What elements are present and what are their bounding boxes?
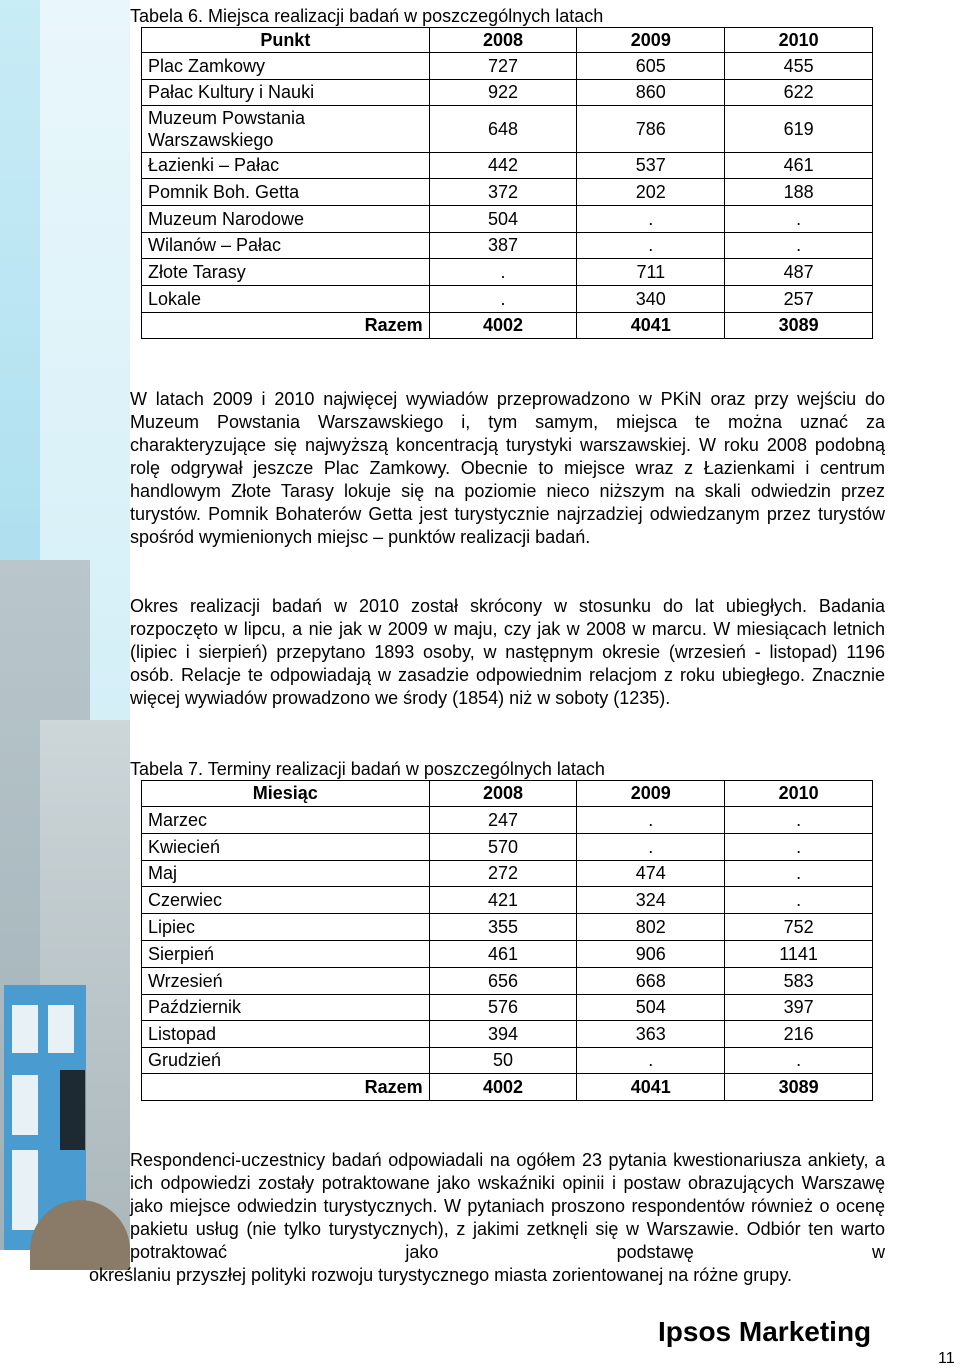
table-row <box>142 995 873 1021</box>
cell: 202 <box>577 179 725 206</box>
column-header: Punkt <box>142 28 430 53</box>
cell: Czerwiec <box>142 887 430 914</box>
cell: 576 <box>429 995 577 1021</box>
cell: 648 <box>429 106 577 153</box>
table-row <box>142 106 873 153</box>
cell: . <box>577 233 725 259</box>
page-number: 11 <box>938 1350 955 1367</box>
cell: Maj <box>142 861 430 887</box>
cell: 455 <box>725 53 873 80</box>
cell: . <box>577 206 725 233</box>
paragraph-questionnaire-tail: określaniu przyszłej polityki rozwoju turystycznego miasta zorientowanej na różne grupy. <box>89 1265 792 1285</box>
table7-caption: Tabela 7. Terminy realizacji badań w poszczególnych latach <box>130 759 605 779</box>
table-row <box>142 941 873 968</box>
table-row <box>142 887 873 914</box>
cell: 786 <box>577 106 725 153</box>
table-row <box>142 153 873 179</box>
table-total-row <box>142 313 873 339</box>
cell: . <box>577 834 725 861</box>
cell: 1141 <box>725 941 873 968</box>
column-header: 2010 <box>725 781 873 807</box>
total-label: Razem <box>142 313 430 339</box>
total-label: Razem <box>142 1074 430 1101</box>
table-row <box>142 206 873 233</box>
cell: 504 <box>429 206 577 233</box>
table-row <box>142 80 873 106</box>
table-row <box>142 834 873 861</box>
total-cell: 4041 <box>577 1074 725 1101</box>
table-row <box>142 259 873 286</box>
cell: 363 <box>577 1021 725 1048</box>
total-cell: 3089 <box>725 313 873 339</box>
cell: 668 <box>577 968 725 995</box>
cell: 257 <box>725 286 873 313</box>
cell: Pałac Kultury i Nauki <box>142 80 430 106</box>
cell: Październik <box>142 995 430 1021</box>
cell: Złote Tarasy <box>142 259 430 286</box>
table-row <box>142 286 873 313</box>
cell: Listopad <box>142 1021 430 1048</box>
cell: . <box>725 834 873 861</box>
paragraph-questionnaire: Respondenci-uczestnicy badań odpowiadali na ogółem 23 pytania kwestionariusza ankiety, a ich odpowiedzi zostały potraktowane jako wskaźniki opinii i postaw obrazujących Warszawę jako miejsce odwiedzin turystycznych. W pytaniach proszono respondentów również o ocenę pakietu usług (nie tylko turystycznych), z jakimi zetknęli się w Warszawie. Odbiór ten warto potraktować jako podstawę w <box>130 1150 885 1262</box>
cell: 387 <box>429 233 577 259</box>
total-cell: 4041 <box>577 313 725 339</box>
cell: . <box>577 1048 725 1074</box>
cell: Lokale <box>142 286 430 313</box>
cell: . <box>725 887 873 914</box>
cell: 802 <box>577 914 725 941</box>
cell: 487 <box>725 259 873 286</box>
cell: 711 <box>577 259 725 286</box>
cell: Sierpień <box>142 941 430 968</box>
cell: 461 <box>725 153 873 179</box>
cell: 216 <box>725 1021 873 1048</box>
cell: 324 <box>577 887 725 914</box>
column-header: Miesiąc <box>142 781 430 807</box>
cell: . <box>725 861 873 887</box>
table6-caption: Tabela 6. Miejsca realizacji badań w poszczególnych latach <box>130 6 604 26</box>
cell: Marzec <box>142 807 430 834</box>
cell: . <box>429 286 577 313</box>
table-row <box>142 179 873 206</box>
cell: Lipiec <box>142 914 430 941</box>
table-row <box>142 914 873 941</box>
cell: 752 <box>725 914 873 941</box>
cell: 583 <box>725 968 873 995</box>
table-row <box>142 807 873 834</box>
cell: 570 <box>429 834 577 861</box>
cell: . <box>429 259 577 286</box>
cell: Muzeum Narodowe <box>142 206 430 233</box>
cell: 442 <box>429 153 577 179</box>
cell: Wrzesień <box>142 968 430 995</box>
cell: 537 <box>577 153 725 179</box>
cell: 50 <box>429 1048 577 1074</box>
cell: 397 <box>725 995 873 1021</box>
cell: . <box>725 807 873 834</box>
table-row <box>142 861 873 887</box>
total-cell: 4002 <box>429 1074 577 1101</box>
cell: 474 <box>577 861 725 887</box>
cell: 340 <box>577 286 725 313</box>
cell: Kwiecień <box>142 834 430 861</box>
cell: 504 <box>577 995 725 1021</box>
cell: . <box>725 206 873 233</box>
cell: 188 <box>725 179 873 206</box>
table-row <box>142 1048 873 1074</box>
brand-footer: Ipsos Marketing <box>658 1316 872 1347</box>
table-row <box>142 1021 873 1048</box>
table-total-row <box>142 1074 873 1101</box>
total-cell: 4002 <box>429 313 577 339</box>
cell: . <box>725 233 873 259</box>
table-row <box>142 968 873 995</box>
column-header: 2010 <box>725 28 873 53</box>
cell: Pomnik Boh. Getta <box>142 179 430 206</box>
cell: Wilanów – Pałac <box>142 233 430 259</box>
cell: 272 <box>429 861 577 887</box>
cell: 461 <box>429 941 577 968</box>
table-places <box>141 27 873 339</box>
cell: 247 <box>429 807 577 834</box>
cell: 421 <box>429 887 577 914</box>
column-header: 2008 <box>429 781 577 807</box>
cell: 656 <box>429 968 577 995</box>
cell: . <box>577 807 725 834</box>
cell: 355 <box>429 914 577 941</box>
table-months <box>141 780 873 1101</box>
cell: 727 <box>429 53 577 80</box>
column-header: 2009 <box>577 781 725 807</box>
table-row <box>142 53 873 80</box>
paragraph-period: Okres realizacji badań w 2010 został skrócony w stosunku do lat ubiegłych. Badania rozpoczęto w lipcu, a nie jak w 2009 w maju, czy jak w 2008 w marcu. W miesiącach letnich (lipiec i sierpień) przepytano 1893 osoby, w następnym okresie (wrzesień - listopad) 1196 osób. Relacje te odpowiadają w zasadzie odpowiednim relacjom z roku ubiegłego. Znacznie więcej wywiadów prowadzono we środy (1854) niż w soboty (1235). <box>130 596 885 708</box>
column-header: 2009 <box>577 28 725 53</box>
cell: Łazienki – Pałac <box>142 153 430 179</box>
cell: 605 <box>577 53 725 80</box>
cell: . <box>725 1048 873 1074</box>
paragraph-places: W latach 2009 i 2010 najwięcej wywiadów przeprowadzono w PKiN oraz przy wejściu do Muzeum Powstania Warszawskiego i, tym samym, miejsca te można uznać za charakteryzujące się najwyższą koncentracją turystyki warszawskiej. W roku 2008 podobną rolę odgrywał jeszcze Plac Zamkowy. Obecnie to miejsce wraz z Łazienkami i centrum handlowym Złote Tarasy lokuje się na poziomie nieco niższym na skali odwiedzin przez turystów. Pomnik Bohaterów Getta jest turystycznie najrzadziej odwiedzanym przez turystów spośród wymienionych miejsc – punktów realizacji badań. <box>130 389 885 547</box>
cell: 394 <box>429 1021 577 1048</box>
cell: 622 <box>725 80 873 106</box>
table-row <box>142 233 873 259</box>
cell: Grudzień <box>142 1048 430 1074</box>
cell: 860 <box>577 80 725 106</box>
cell: 922 <box>429 80 577 106</box>
total-cell: 3089 <box>725 1074 873 1101</box>
cell: 619 <box>725 106 873 153</box>
cell: 906 <box>577 941 725 968</box>
cell: Muzeum Powstania Warszawskiego <box>142 106 430 153</box>
cell: 372 <box>429 179 577 206</box>
cell: Plac Zamkowy <box>142 53 430 80</box>
column-header: 2008 <box>429 28 577 53</box>
